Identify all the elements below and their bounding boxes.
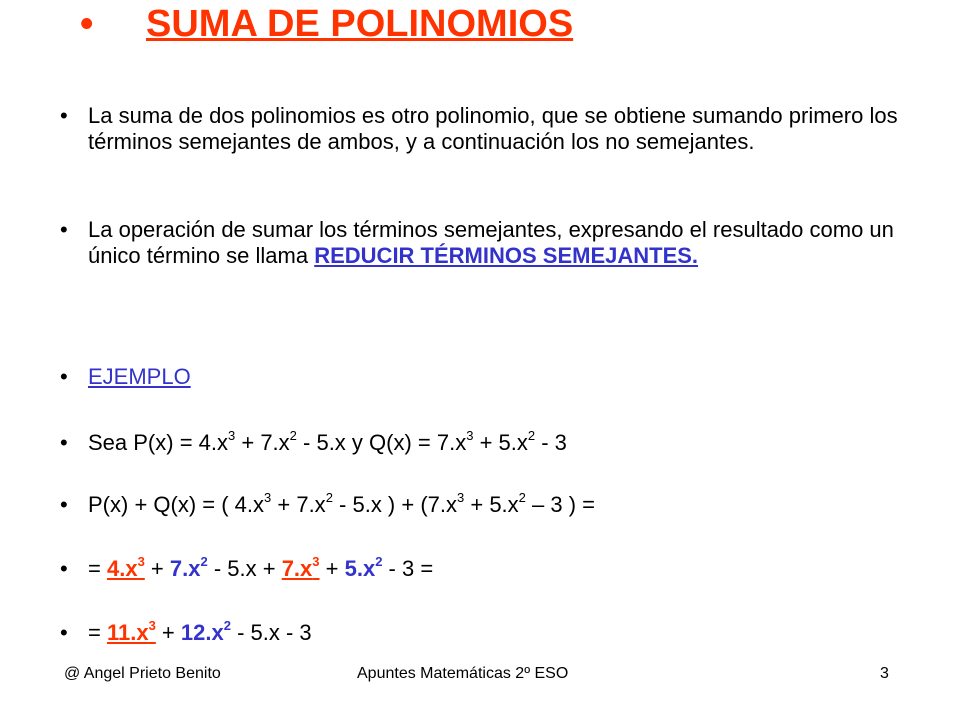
example-label[interactable]: EJEMPLO — [88, 364, 191, 389]
term-7x3: $7.x^3$ — [281, 553, 320, 581]
bullet-icon: • — [60, 217, 68, 242]
bullet-icon: • — [60, 556, 68, 581]
line-result-text: = $11.x^3 + 12.x^2 - 5.x - 3$ — [88, 617, 312, 645]
line-sea-text: Sea $P(x) = 4.x^3 + 7.x^2 - 5.x$ y $Q(x) = 7.x^3 + 5.x^2 - 3$ — [88, 427, 567, 455]
line-sum-text: P(x) + Q(x) = ( $4.x^3 + 7.x^2 - 5.x$ ) + ($7.x^3 + 5.x^2 - 3$ ) = — [88, 489, 595, 517]
paragraph-reducir-text — [88, 217, 920, 269]
bullet-icon: • — [60, 620, 68, 645]
slide-title: SUMA DE POLINOMIOS — [146, 3, 574, 45]
term-11x3: $11.x^3$ — [106, 617, 156, 645]
bullet-icon: • — [60, 430, 68, 455]
reducir-intro: La operación de sumar los términos semejantes, expresando el resultado como un único término se llama — [88, 217, 894, 268]
reducir-terminos-link[interactable]: REDUCIR TÉRMINOS SEMEJANTES. — [314, 243, 699, 268]
bullet-icon: • — [60, 364, 68, 389]
footer-page-number: 3 — [880, 665, 889, 682]
footer-author: @ Angel Prieto Benito — [64, 665, 221, 682]
line-group-text: = $4.x^3 + 7.x^2 - 5.x + 7.x^3 + 5.x^2 - 3$ = — [88, 553, 434, 581]
term-5x2: $5.x^2$ — [344, 553, 383, 581]
paragraph-definition-text: La suma de dos polinomios es otro polinomio, que se obtiene sumando primero los términos semejantes de ambos, y a continuación los no semejantes. — [88, 103, 898, 154]
bullet-icon: • — [60, 492, 68, 517]
term-7x2: $7.x^2$ — [169, 553, 208, 581]
footer-course: Apuntes Matemáticas 2º ESO — [357, 665, 569, 682]
bullet-icon: • — [80, 3, 94, 45]
bullet-icon: • — [60, 103, 68, 128]
term-12x2: $12.x^2$ — [180, 617, 231, 645]
term-4x3: $4.x^3$ — [106, 553, 145, 581]
